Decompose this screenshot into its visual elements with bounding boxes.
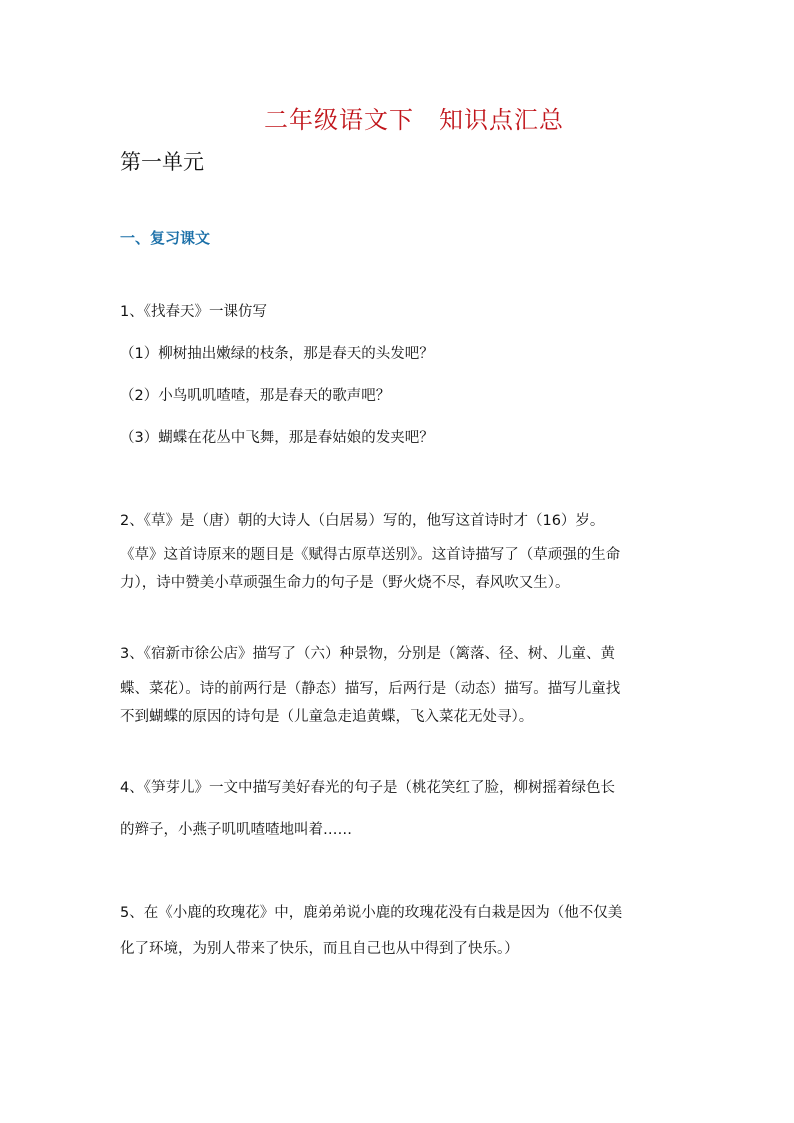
section-heading: 一、复习课文 — [120, 229, 211, 247]
document-title: 二年级语文下 知识点汇总 — [264, 106, 564, 134]
item-4-line-1: 4、《笋芽儿》一文中描写美好春光的句子是（桃花笑红了脸，柳树摇着绿色长 — [120, 780, 615, 796]
item-1-sub-3: （3）蝴蝶在花丛中飞舞，那是春姑娘的发夹吧？ — [120, 430, 434, 446]
item-2-line-3: 力），诗中赞美小草顽强生命力的句子是（野火烧不尽，春风吹又生）。 — [120, 575, 570, 591]
item-2-line-1: 2、《草》是（唐）朝的大诗人（白居易）写的，他写这首诗时才（16）岁。 — [120, 513, 605, 529]
item-1-sub-1: （1）柳树抽出嫩绿的枝条，那是春天的头发吧？ — [120, 346, 434, 362]
item-2-line-2: 《草》这首诗原来的题目是《赋得古原草送别》。这首诗描写了（草顽强的生命 — [120, 547, 621, 563]
item-5-line-1: 5、在《小鹿的玫瑰花》中，鹿弟弟说小鹿的玫瑰花没有白栽是因为（他不仅美 — [120, 905, 623, 921]
item-1-sub-2: （2）小鸟叽叽喳喳，那是春天的歌声吧？ — [120, 388, 391, 404]
item-3-line-1: 3、《宿新市徐公店》描写了（六）种景物，分别是（篱落、径、树、儿童、黄 — [120, 646, 615, 662]
unit-heading: 第一单元 — [120, 150, 204, 174]
item-4-line-2: 的辫子，小燕子叽叽喳喳地叫着…… — [120, 822, 352, 838]
item-3-line-3: 不到蝴蝶的原因的诗句是（儿童急走追黄蝶，飞入菜花无处寻）。 — [120, 709, 534, 725]
item-5-line-2: 化了环境，为别人带来了快乐，而且自己也从中得到了快乐。） — [120, 941, 519, 957]
item-1-heading: 1、《找春天》一课仿写 — [120, 304, 267, 320]
item-3-line-2: 蝶、菜花）。诗的前两行是（静态）描写，后两行是（动态）描写。描写儿童找 — [120, 681, 621, 697]
